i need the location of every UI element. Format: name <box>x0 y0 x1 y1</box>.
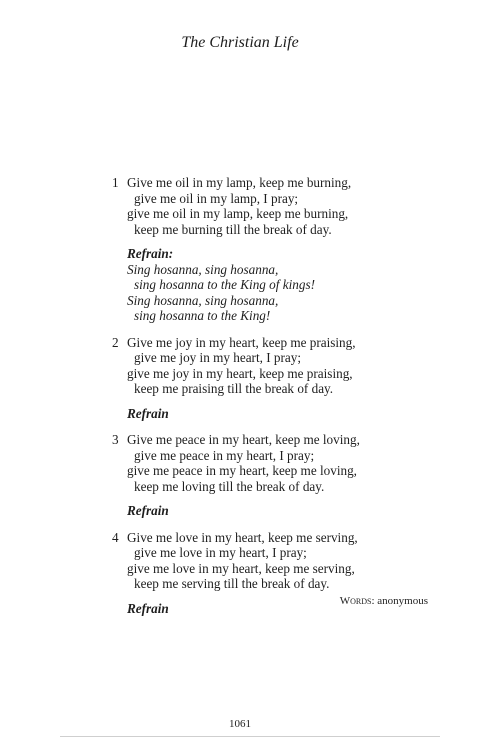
verse-1 <box>112 175 442 324</box>
footer-rule <box>60 736 440 737</box>
verse-line: give me oil in my lamp, keep me burning, <box>127 206 349 221</box>
verse-number: 1 <box>112 175 119 190</box>
verse-line: keep me burning till the break of day. <box>134 221 332 237</box>
refrain-label: Refrain <box>127 600 169 616</box>
verse-line: keep me praising till the break of day. <box>134 381 334 396</box>
verse-line: keep me serving till the break of day. <box>134 576 330 591</box>
credit-label: Words: <box>339 595 375 607</box>
verse-line: keep me loving till the break of day. <box>134 478 325 494</box>
page-number: 1061 <box>229 718 251 730</box>
refrain-line: Sing hosanna, sing hosanna, <box>127 292 279 308</box>
verse-line: Give me oil in my lamp, keep me burning, <box>127 175 352 190</box>
verse-line: Give me peace in my heart, keep me loving, <box>127 432 360 447</box>
refrain-line: sing hosanna to the King! <box>134 308 271 323</box>
refrain-cue <box>127 503 442 519</box>
verse-2 <box>112 335 442 422</box>
refrain-label: Refrain <box>127 405 169 421</box>
verse-number: 4 <box>112 529 119 545</box>
verse-line: give me oil in my lamp, I pray; <box>134 190 299 206</box>
verse-line: give me peace in my heart, I pray; <box>134 447 315 463</box>
refrain-full <box>127 246 442 324</box>
page-header-title: The Christian Life <box>181 34 299 51</box>
hymn-text <box>112 175 442 627</box>
verse-line: give me love in my heart, I pray; <box>134 545 307 560</box>
verse-line: Give me joy in my heart, keep me praising, <box>127 334 356 350</box>
refrain-cue <box>127 406 442 422</box>
refrain-line: Sing hosanna, sing hosanna, <box>127 261 279 277</box>
verse-number: 2 <box>112 334 119 350</box>
refrain-label: Refrain <box>127 503 169 518</box>
verse-line: give me peace in my heart, keep me loving, <box>127 463 357 478</box>
credit-value: anonymous <box>377 595 428 607</box>
verse-line: give me joy in my heart, keep me praising, <box>127 365 353 381</box>
verse-line: give me love in my heart, keep me serving, <box>127 560 355 576</box>
verse-number: 3 <box>112 432 119 447</box>
verse-line: Give me love in my heart, keep me serving, <box>127 529 358 545</box>
verse-3 <box>112 432 442 519</box>
refrain-label: Refrain: <box>127 246 174 261</box>
words-credit <box>340 595 428 607</box>
verse-line: give me joy in my heart, I pray; <box>134 350 301 365</box>
refrain-line: sing hosanna to the King of kings! <box>134 277 315 292</box>
